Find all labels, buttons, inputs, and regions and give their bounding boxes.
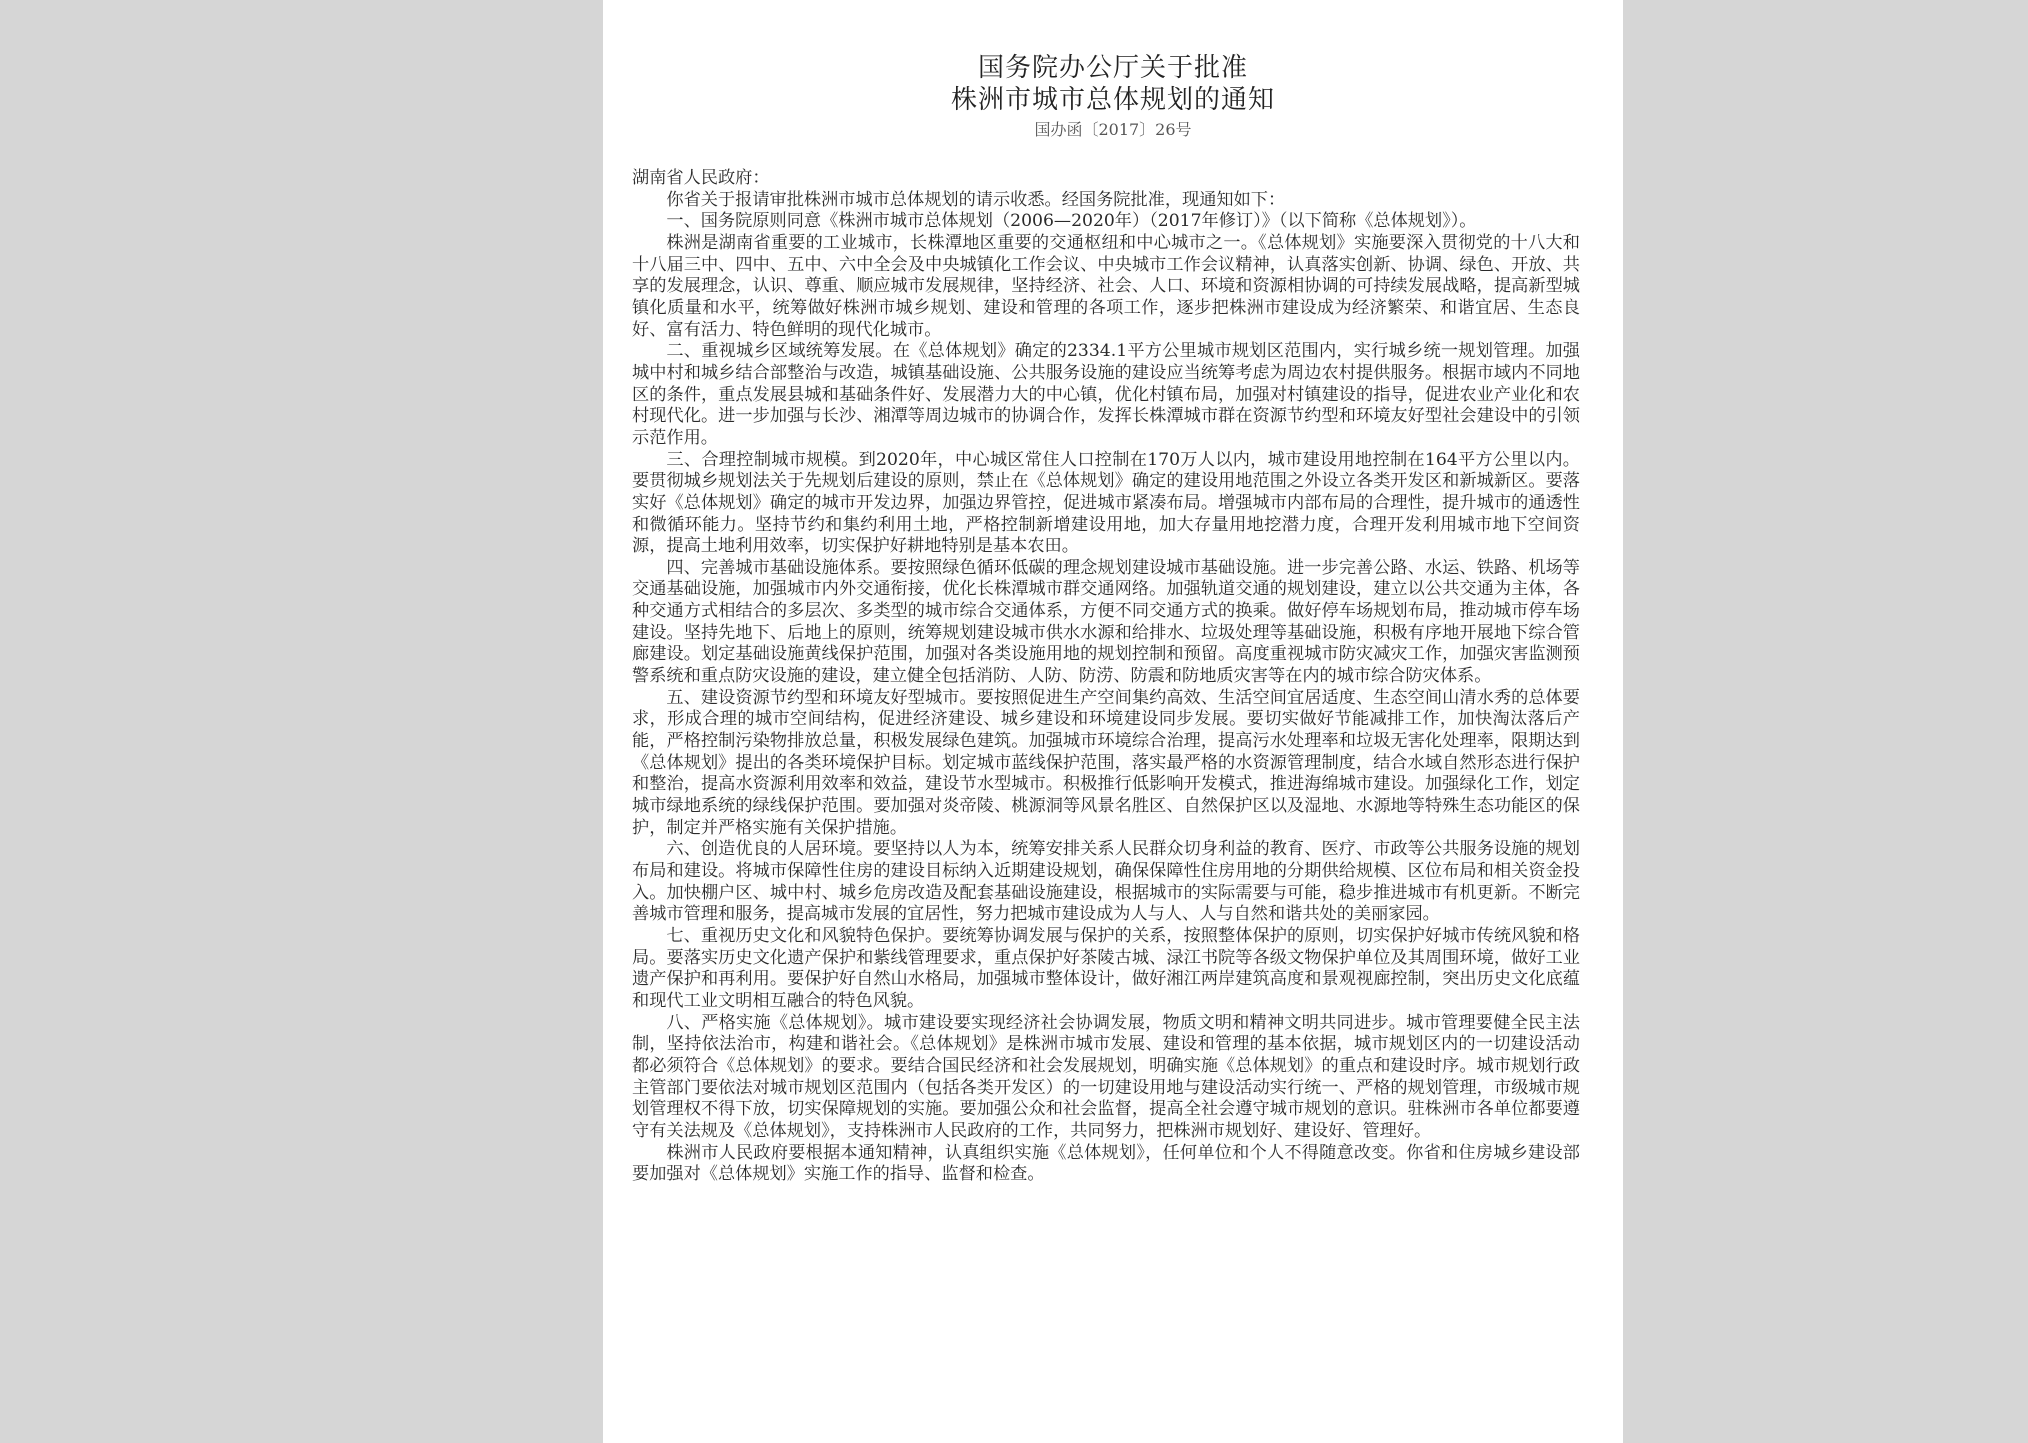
paragraph-section-4: 四、完善城市基础设施体系。要按照绿色循环低碳的理念规划建设城市基础设施。进一步完善公路、水运、铁路、机场等交通基础设施，加强城市内外交通衔接，优化长株潭城市群交通网络。加强轨道交通的规划建设，建立以公共交通为主体，各种交通方式相结合的多层次、多类型的城市综合交通体系，方便不同交通方式的换乘。做好停车场规划布局，推动城市停车场建设。坚持先地下、后地上的原则，统筹规划建设城市供水水源和给排水、垃圾处理等基础设施，积极有序地开展地下综合管廊建设。划定基础设施黄线保护范围，加强对各类设施用地的规划控制和预留。高度重视城市防灾减灾工作，加强灾害监测预警系统和重点防灾设施的建设，建立健全包括消防、人防、防涝、防震和防地质灾害等在内的城市综合防灾体系。 (632, 557, 1580, 687)
document-body (632, 168, 1580, 1186)
document-title (603, 52, 1623, 116)
document-number: 国办函〔2017〕26号 (1034, 120, 1192, 139)
paragraph-section-6: 六、创造优良的人居环境。要坚持以人为本，统筹安排关系人民群众切身利益的教育、医疗、市政等公共服务设施的规划布局和建设。将城市保障性住房的建设目标纳入近期建设规划，确保保障性住房用地的分期供给规模、区位布局和相关资金投入。加快棚户区、城中村、城乡危房改造及配套基础设施建设，根据城市的实际需要与可能，稳步推进城市有机更新。不断完善城市管理和服务，提高城市发展的宜居性，努力把城市建设成为人与人、人与自然和谐共处的美丽家园。 (632, 839, 1580, 925)
paragraph-section-5: 五、建设资源节约型和环境友好型城市。要按照促进生产空间集约高效、生活空间宜居适度、生态空间山清水秀的总体要求，形成合理的城市空间结构，促进经济建设、城乡建设和环境建设同步发展。要切实做好节能减排工作，加快淘汰落后产能，严格控制污染物排放总量，积极发展绿色建筑。加强城市环境综合治理，提高污水处理率和垃圾无害化处理率，限期达到《总体规划》提出的各类环境保护目标。划定城市蓝线保护范围，落实最严格的水资源管理制度，结合水域自然形态进行保护和整治，提高水资源利用效率和效益，建设节水型城市。积极推行低影响开发模式，推进海绵城市建设。加强绿化工作，划定城市绿地系统的绿线保护范围。要加强对炎帝陵、桃源洞等风景名胜区、自然保护区以及湿地、水源地等特殊生态功能区的保护，制定并严格实施有关保护措施。 (632, 687, 1580, 838)
paragraph-section-2: 二、重视城乡区域统筹发展。在《总体规划》确定的2334.1平方公里城市规划区范围内，实行城乡统一规划管理。加强城中村和城乡结合部整治与改造，城镇基础设施、公共服务设施的建设应当统筹考虑为周边农村提供服务。根据市域内不同地区的条件，重点发展县城和基础条件好、发展潜力大的中心镇，优化村镇布局，加强对村镇建设的指导，促进农业产业化和农村现代化。进一步加强与长沙、湘潭等周边城市的协调合作，发挥长株潭城市群在资源节约型和环境友好型社会建设中的引领示范作用。 (632, 341, 1580, 448)
paragraph-section-1-detail: 株洲是湖南省重要的工业城市，长株潭地区重要的交通枢纽和中心城市之一。《总体规划》实施要深入贯彻党的十八大和十八届三中、四中、五中、六中全会及中央城镇化工作会议、中央城市工作会议精神，认真落实创新、协调、绿色、开放、共享的发展理念，认识、尊重、顺应城市发展规律，坚持经济、社会、人口、环境和资源相协调的可持续发展战略，提高新型城镇化质量和水平，统筹做好株洲市城乡规划、建设和管理的各项工作，逐步把株洲市建设成为经济繁荣、和谐宜居、生态良好、富有活力、特色鲜明的现代化城市。 (632, 232, 1580, 340)
paragraph-section-1: 一、国务院原则同意《株洲市城市总体规划（2006—2020年）（2017年修订）》（以下简称《总体规划》）。 (666, 211, 1477, 232)
paragraph-closing: 株洲市人民政府要根据本通知精神，认真组织实施《总体规划》，任何单位和个人不得随意改变。你省和住房城乡建设部要加强对《总体规划》实施工作的指导、监督和检查。 (632, 1142, 1580, 1185)
document-page (603, 0, 1623, 1443)
paragraph-section-3: 三、合理控制城市规模。到2020年，中心城区常住人口控制在170万人以内，城市建设用地控制在164平方公里以内。要贯彻城乡规划法关于先规划后建设的原则，禁止在《总体规划》确定的建设用地范围之外设立各类开发区和新城新区。要落实好《总体规划》确定的城市开发边界，加强边界管控，促进城市紧凑布局。增强城市内部布局的合理性，提升城市的通透性和微循环能力。坚持节约和集约利用土地，严格控制新增建设用地，加大存量用地挖潜力度，合理开发利用城市地下空间资源，提高土地利用效率，切实保护好耕地特别是基本农田。 (632, 449, 1580, 557)
paragraph-section-7: 七、重视历史文化和风貌特色保护。要统筹协调发展与保护的关系，按照整体保护的原则，切实保护好城市传统风貌和格局。要落实历史文化遗产保护和紫线管理要求，重点保护好茶陵古城、渌江书院等各级文物保护单位及其周围环境，做好工业遗产保护和再利用。要保护好自然山水格局，加强城市整体设计，做好湘江两岸建筑高度和景观视廊控制，突出历史文化底蕴和现代工业文明相互融合的特色风貌。 (632, 925, 1580, 1011)
salutation: 湖南省人民政府： (632, 168, 770, 188)
paragraph-intro: 你省关于报请审批株洲市城市总体规划的请示收悉。经国务院批准，现通知如下： (666, 189, 1286, 210)
title-line-2: 株洲市城市总体规划的通知 (950, 85, 1275, 115)
paragraph-section-8: 八、严格实施《总体规划》。城市建设要实现经济社会协调发展，物质文明和精神文明共同进步。城市管理要健全民主法制，坚持依法治市，构建和谐社会。《总体规划》是株洲市城市发展、建设和管理的基本依据，城市规划区内的一切建设活动都必须符合《总体规划》的要求。要结合国民经济和社会发展规划，明确实施《总体规划》的重点和建设时序。城市规划行政主管部门要依法对城市规划区范围内（包括各类开发区）的一切建设用地与建设活动实行统一、严格的规划管理，市级城市规划管理权不得下放，切实保障规划的实施。要加强公众和社会监督，提高全社会遵守城市规划的意识。驻株洲市各单位都要遵守有关法规及《总体规划》，支持株洲市人民政府的工作，共同努力，把株洲市规划好、建设好、管理好。 (632, 1012, 1580, 1141)
title-line-1: 国务院办公厅关于批准 (977, 53, 1248, 83)
